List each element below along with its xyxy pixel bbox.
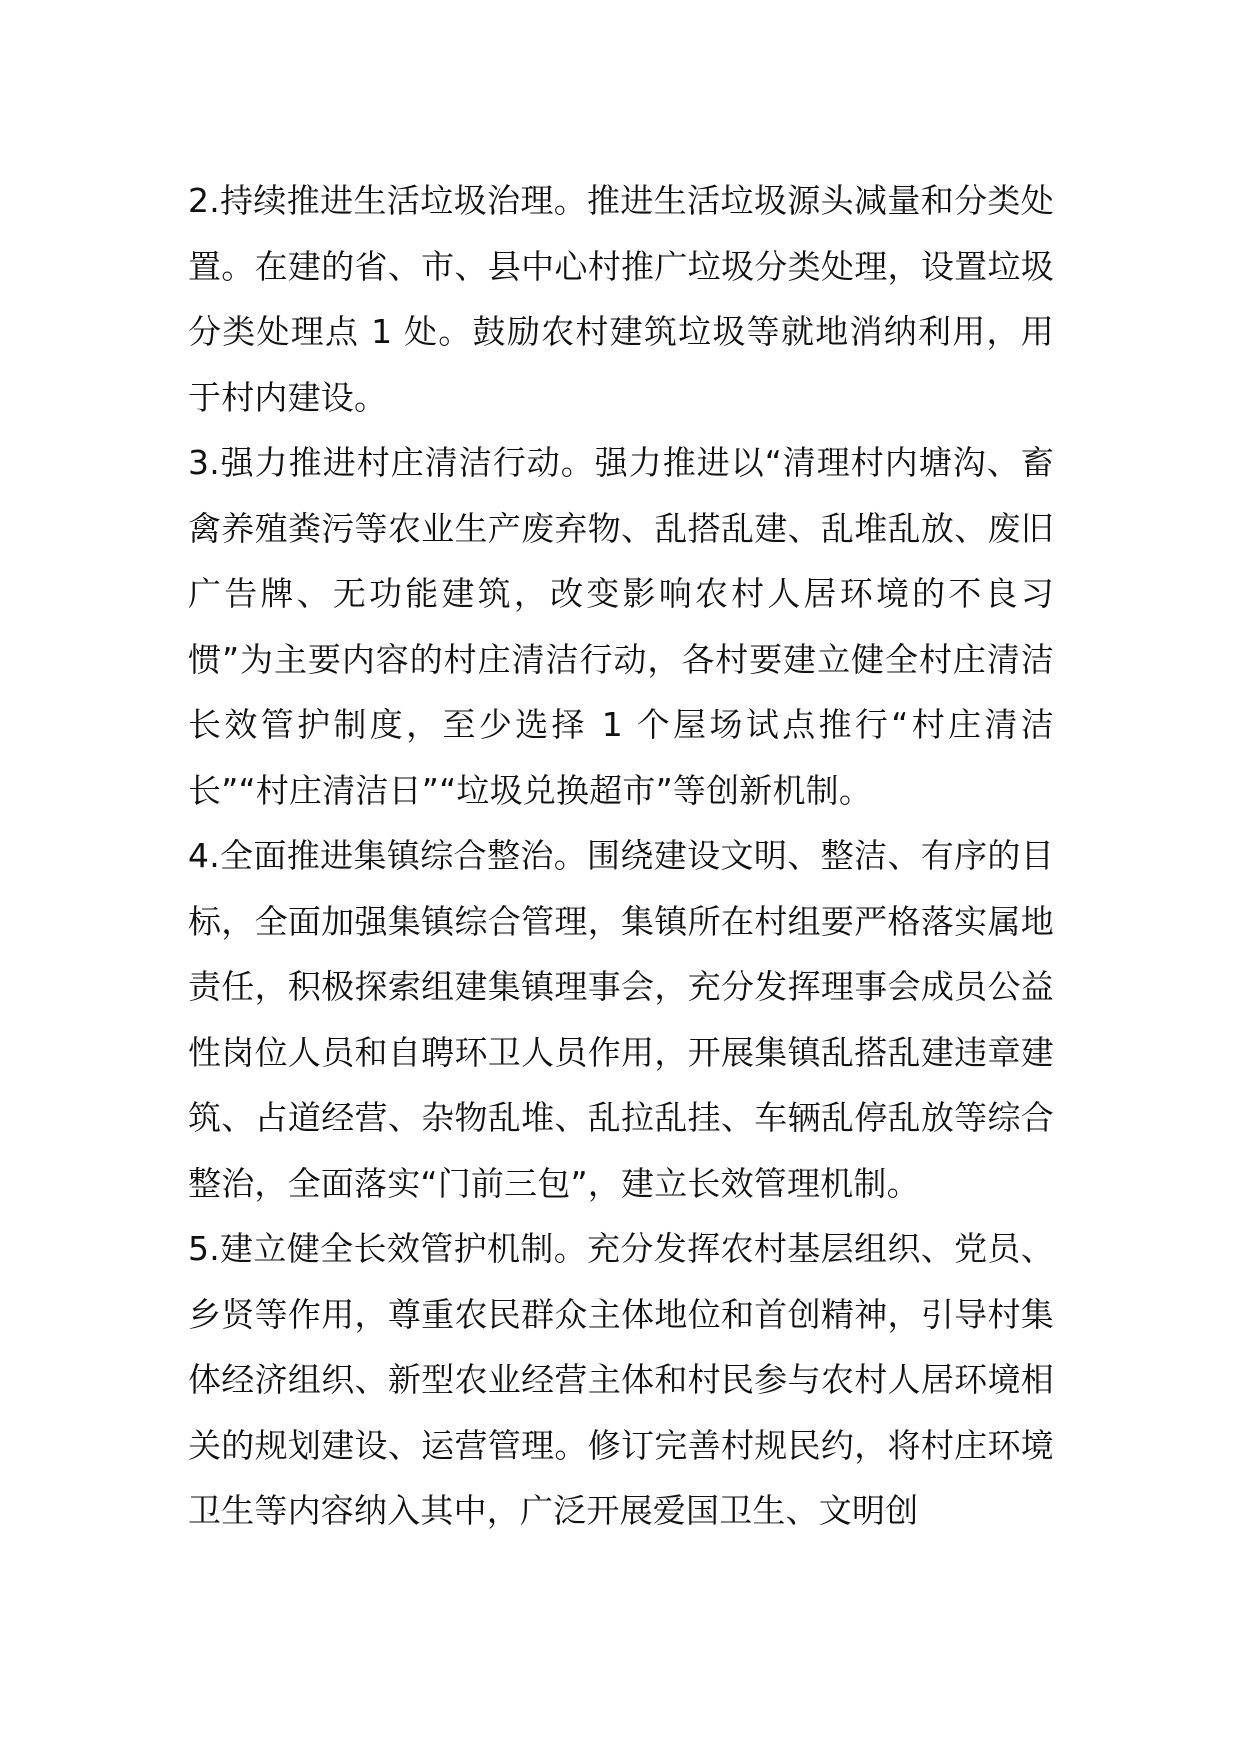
paragraph-item-4: 4.全面推进集镇综合整治。围绕建设文明、整洁、有序的目标，全面加强集镇综合管理，集镇所在村组要严格落实属地责任，积极探索组建集镇理事会，充分发挥理事会成员公益性岗位人员和自聘环卫人员作用，开展集镇乱搭乱建违章建筑、占道经营、杂物乱堆、乱拉乱挂、车辆乱停乱放等综合整治，全面落实“门前三包”，建立长效管理机制。 [188, 836, 1054, 1203]
paragraph-item-5: 5.建立健全长效管护机制。充分发挥农村基层组织、党员、乡贤等作用，尊重农民群众主体地位和首创精神，引导村集体经济组织、新型农业经营主体和村民参与农村人居环境相关的规划建设、运营管理。修订完善村规民约，将村庄环境卫生等内容纳入其中，广泛开展爱国卫生、文明创 [188, 1229, 1054, 1530]
paragraph-item-2: 2.持续推进生活垃圾治理。推进生活垃圾源头减量和分类处置。在建的省、市、县中心村推广垃圾分类处理，设置垃圾分类处理点 1 处。鼓励农村建筑垃圾等就地消纳利用，用于村内建设。 [188, 181, 1054, 417]
paragraph-item-3: 3.强力推进村庄清洁行动。强力推进以“清理村内塘沟、畜禽养殖粪污等农业生产废弃物、乱搭乱建、乱堆乱放、废旧广告牌、无功能建筑，改变影响农村人居环境的不良习惯”为主要内容的村庄清洁行动，各村要建立健全村庄清洁长效管护制度，至少选择 1 个屋场试点推行“村庄清洁长”“村庄清洁日”“垃圾兑换超市”等创新机制。 [188, 443, 1054, 810]
document-body [188, 168, 1054, 1544]
